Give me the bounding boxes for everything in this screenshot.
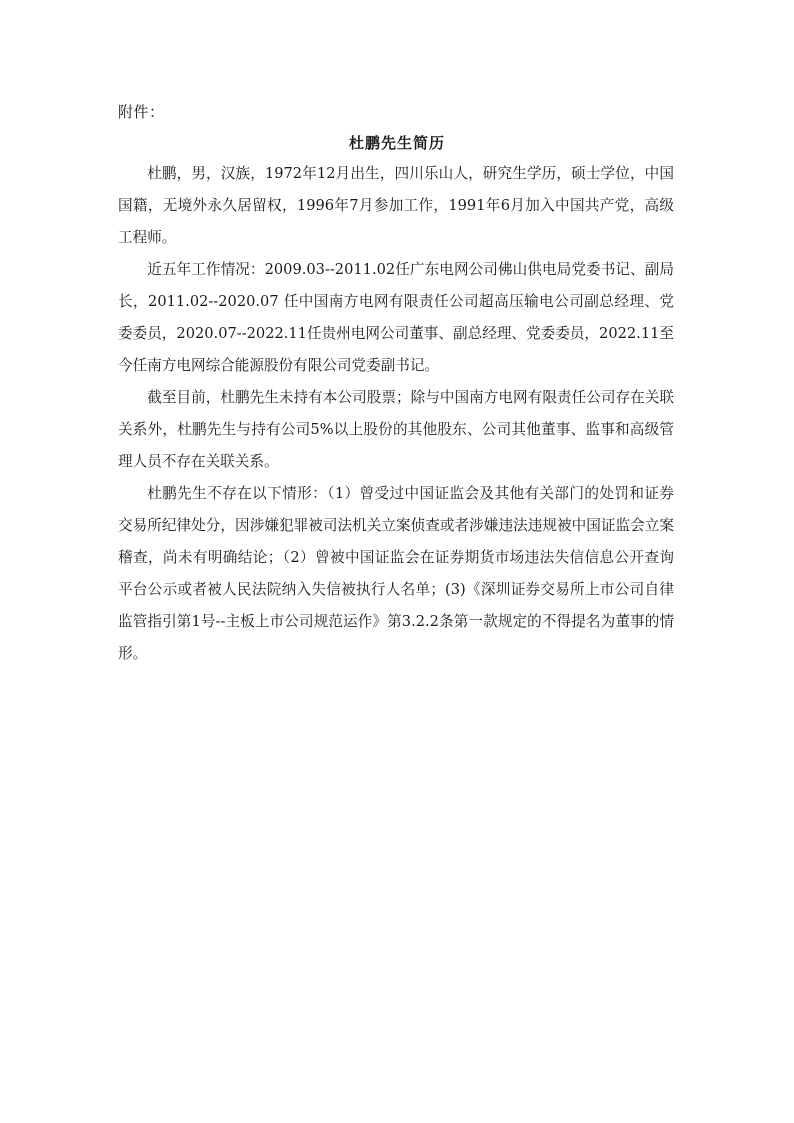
page-title: 杜鹏先生简历 (348, 134, 445, 152)
resume-body (118, 158, 674, 670)
paragraph-personal-info: 杜鹏，男，汉族，1972年12月出生，四川乐山人，研究生学历，硕士学位，中国国籍，无境外永久居留权，1996年7月参加工作，1991年6月加入中国共产党，高级工程师。 (118, 165, 674, 246)
attachment-label: 附件： (118, 103, 165, 121)
paragraph-work-history: 近五年工作情况：2009.03--2011.02任广东电网公司佛山供电局党委书记、副局长，2011.02--2020.07 任中国南方电网有限责任公司超高压输电公司副总经理、党委委员，2020.07--2022.11任贵州电网公司董事、副总经理、党委委员，2022.11至今任南方电网综合能源股份有限公司党委副书记。 (118, 261, 674, 374)
paragraph-shareholding: 截至目前，杜鹏先生未持有本公司股票；除与中国南方电网有限责任公司存在关联关系外，杜鹏先生与持有公司5%以上股份的其他股东、公司其他董事、监事和高级管理人员不存在关联关系。 (118, 389, 674, 470)
paragraph-compliance: 杜鹏先生不存在以下情形：（1）曾受过中国证监会及其他有关部门的处罚和证券交易所纪律处分，因涉嫌犯罪被司法机关立案侦查或者涉嫌违法违规被中国证监会立案稽查，尚未有明确结论；（2）曾被中国证监会在证券期货市场违法失信信息公开查询平台公示或者被人民法院纳入失信被执行人名单；(3)《深圳证券交易所上市公司自律监管指引第1号--主板上市公司规范运作》第3.2.2条第一款规定的不得提名为董事的情形。 (118, 485, 674, 662)
